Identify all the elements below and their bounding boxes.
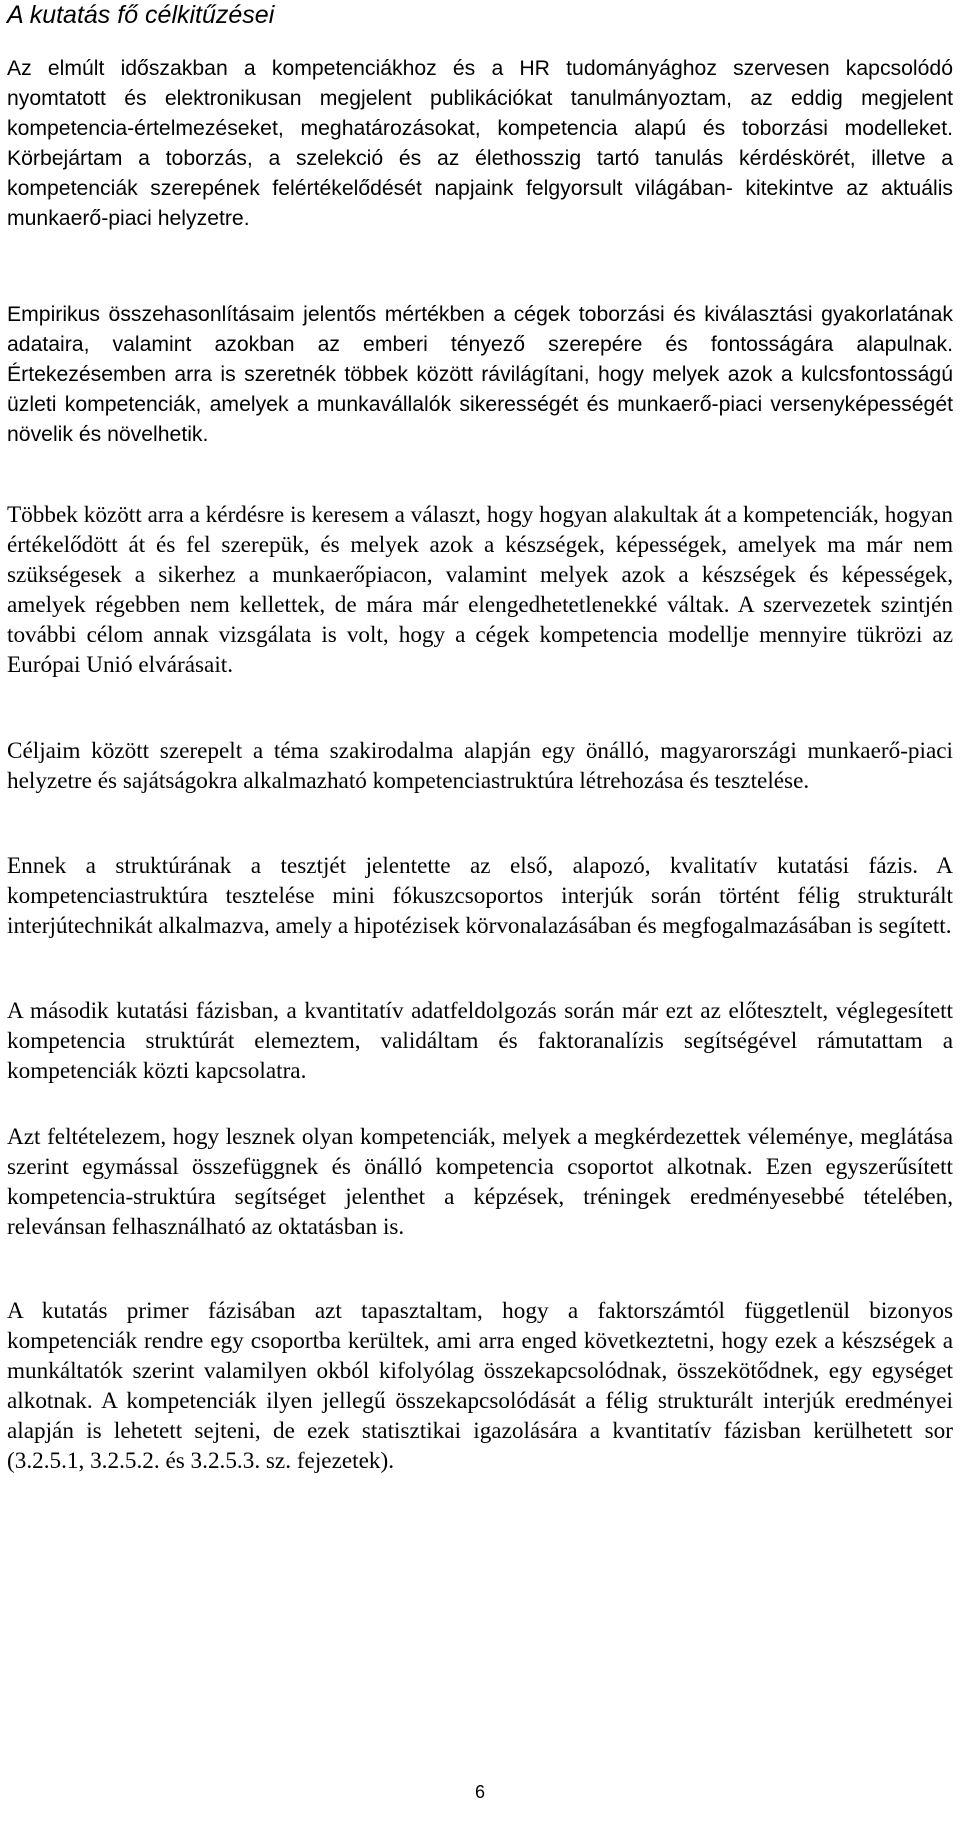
- section-title: A kutatás fő célkitűzései: [7, 1, 275, 29]
- paragraph-5: Ennek a struktúrának a tesztjét jelentette az első, alapozó, kvalitatív kutatási fázis. A kompetenciastruktúra tesztelése mini fókuszcsoportos interjúk során történt félig strukturált interjútechnikát alkalmazva, amely a hipotézisek körvonalazásában és megfogalmazásában is segített.: [7, 853, 953, 939]
- paragraph-2: Empirikus összehasonlításaim jelentős mértékben a cégek toborzási és kiválasztási gyakorlatának adataira, valamint azokban az emberi tényező szerepére és fontosságára alapulnak. Értekezésemben arra is szeretnék többek között rávilágítani, hogy melyek azok a kulcsfontosságú üzleti kompetenciák, amelyek a munkavállalók sikerességét és munkaerő-piaci versenyképességét növelik és növelhetik.: [7, 303, 953, 446]
- paragraph-4: Céljaim között szerepelt a téma szakirodalma alapján egy önálló, magyarországi munkaerő-piaci helyzetre és sajátságokra alkalmazható kompetenciastruktúra létrehozása és tesztelése.: [7, 738, 953, 794]
- paragraph-1: Az elmúlt időszakban a kompetenciákhoz és a HR tudományághoz szervesen kapcsolódó nyomtatott és elektronikusan megjelent publikációkat tanulmányoztam, az eddig megjelent kompetencia-értelmezéseket, meghatározásokat, kompetencia alapú és toborzási modelleket. Körbejártam a toborzás, a szelekció és az élethosszig tartó tanulás kérdéskörét, illetve a kompetenciák szerepének felértékelődését napjaink felgyorsult világában- kitekintve az aktuális munkaerő-piaci helyzetre.: [7, 57, 953, 230]
- paragraph-8: A kutatás primer fázisában azt tapasztaltam, hogy a faktorszámtól függetlenül bizonyos kompetenciák rendre egy csoportba kerültek, ami arra enged következtetni, hogy ezek a készségek a munkáltatók szerint valamilyen okból kifolyólag összekapcsolódnak, összekötődnek, egy egységet alkotnak. A kompetenciák ilyen jellegű összekapcsolódását a félig strukturált interjúk eredményei alapján is lehetett sejteni, de ezek statisztikai igazolására a kvantitatív fázisban kerülhetett sor (3.2.5.1, 3.2.5.2. és 3.2.5.3. sz. fejezetek).: [7, 1298, 953, 1474]
- page-number: 6: [474, 1782, 485, 1802]
- paragraph-3: Többek között arra a kérdésre is keresem a választ, hogy hogyan alakultak át a kompetenciák, hogyan értékelődött át és fel szerepük, és melyek azok a készségek, képességek, amelyek ma már nem szükségesek a sikerhez a munkaerőpiacon, valamint melyek azok a készségek és képességek, amelyek régebben nem kellettek, de mára már elengedhetetlenekké váltak. A szervezetek szintjén további célom annak vizsgálata is volt, hogy a cégek kompetencia modellje mennyire tükrözi az Európai Unió elvárásait.: [7, 502, 953, 678]
- paragraph-7: Azt feltételezem, hogy lesznek olyan kompetenciák, melyek a megkérdezettek véleménye, meglátása szerint egymással összefüggnek és önálló kompetencia csoportot alkotnak. Ezen egyszerűsített kompetencia-struktúra segítséget jelenthet a képzések, tréningek eredményesebbé tételében, relevánsan felhasználható az oktatásban is.: [7, 1124, 953, 1240]
- paragraph-6: A második kutatási fázisban, a kvantitatív adatfeldolgozás során már ezt az előtesztelt, véglegesített kompetencia struktúrát elemeztem, validáltam és faktoranalízis segítségével rámutattam a kompetenciák közti kapcsolatra.: [7, 998, 953, 1084]
